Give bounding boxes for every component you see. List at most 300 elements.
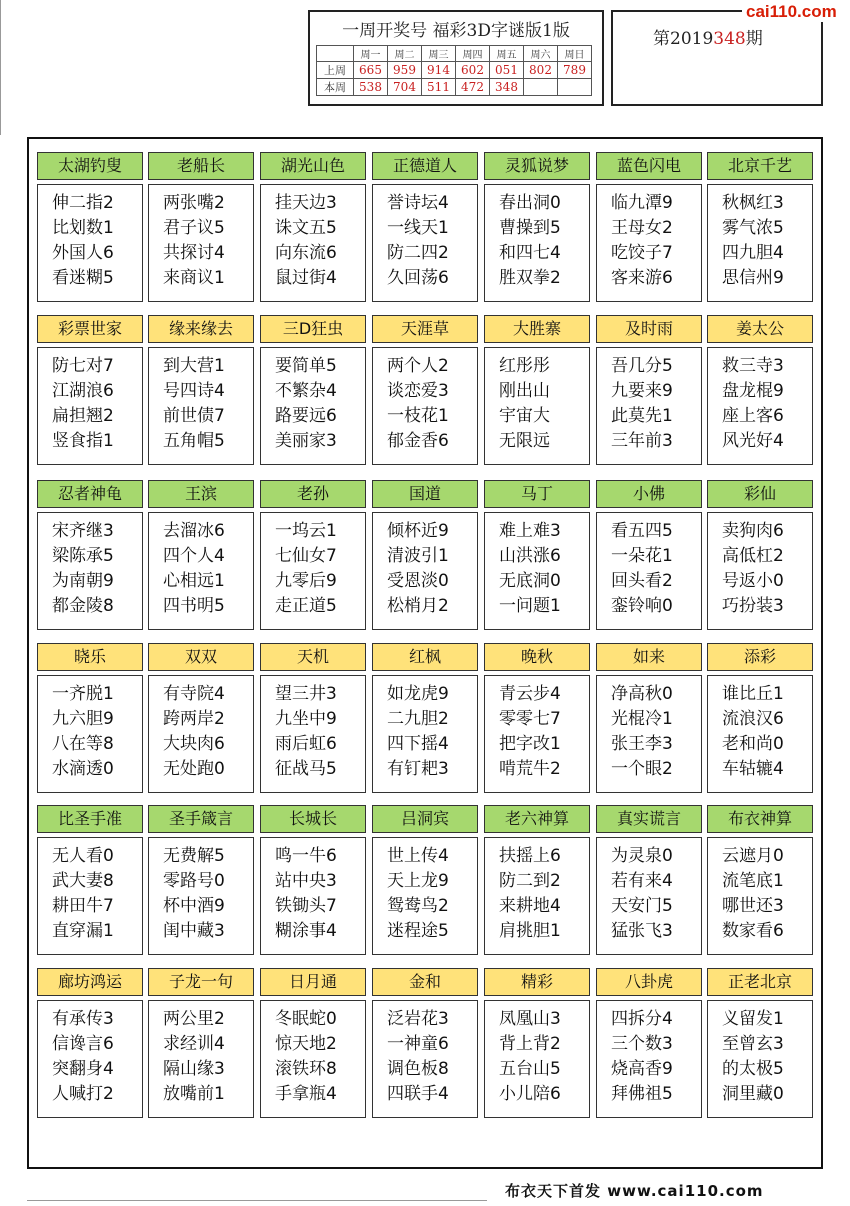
card-riddles <box>148 347 254 465</box>
riddle-line: 求经训4 <box>163 1034 225 1054</box>
riddle-line: 手拿瓶4 <box>275 1084 337 1104</box>
card-author: 北京千艺 <box>707 152 813 180</box>
card-riddles <box>260 347 366 465</box>
draw-number: 802 <box>524 62 558 79</box>
riddle-card <box>148 805 254 955</box>
riddle-line: 滚铁环8 <box>275 1059 337 1079</box>
riddle-card <box>484 643 590 793</box>
riddle-line: 站中央3 <box>275 871 337 891</box>
riddle-line: 车轱辘4 <box>722 759 784 779</box>
card-author: 日月通 <box>260 968 366 996</box>
card-author: 国道 <box>372 480 478 508</box>
riddle-card <box>484 152 590 302</box>
riddle-line: 久回荡6 <box>387 268 449 288</box>
riddle-line: 调色板8 <box>387 1059 449 1079</box>
card-author: 蓝色闪电 <box>596 152 702 180</box>
draw-number: 538 <box>354 79 388 96</box>
riddle-line: 誉诗坛4 <box>387 193 449 213</box>
draw-number: 914 <box>422 62 456 79</box>
card-author: 红枫 <box>372 643 478 671</box>
card-riddles <box>148 512 254 630</box>
card-author: 天机 <box>260 643 366 671</box>
riddle-line: 两个人2 <box>387 356 449 376</box>
riddle-line: 哪世还3 <box>722 896 784 916</box>
riddle-line: 不繁杂4 <box>275 381 337 401</box>
riddle-line: 客来游6 <box>611 268 673 288</box>
card-riddles <box>37 184 143 302</box>
riddle-line: 防二四2 <box>387 243 449 263</box>
card-author: 子龙一句 <box>148 968 254 996</box>
riddle-line: 救三寺3 <box>722 356 784 376</box>
riddle-line: 三年前3 <box>611 431 673 451</box>
card-author: 天涯草 <box>372 315 478 343</box>
card-riddles <box>596 675 702 793</box>
riddle-line: 一个眼2 <box>611 759 673 779</box>
riddle-line: 义留发1 <box>722 1009 784 1029</box>
riddle-line: 大块肉6 <box>163 734 225 754</box>
card-riddles <box>37 675 143 793</box>
riddle-card <box>707 805 813 955</box>
riddle-line: 把字改1 <box>499 734 561 754</box>
card-riddles <box>372 1000 478 1118</box>
bottom-rule <box>27 1200 487 1201</box>
riddle-line: 思信州9 <box>722 268 784 288</box>
riddle-line: 青云步4 <box>499 684 561 704</box>
riddle-card <box>372 968 478 1118</box>
riddle-card <box>148 152 254 302</box>
riddle-line: 五台山5 <box>499 1059 561 1079</box>
card-riddles <box>707 675 813 793</box>
riddle-line: 四九胆4 <box>722 243 784 263</box>
card-author: 金和 <box>372 968 478 996</box>
riddle-line: 九零后9 <box>275 571 337 591</box>
card-riddles <box>148 675 254 793</box>
card-riddles <box>484 675 590 793</box>
riddle-line: 人喊打2 <box>52 1084 114 1104</box>
riddle-line: 铁锄头7 <box>275 896 337 916</box>
riddle-line: 走正道5 <box>275 596 337 616</box>
riddle-line: 世上传4 <box>387 846 449 866</box>
riddle-card <box>484 968 590 1118</box>
riddle-line: 无底洞0 <box>499 571 561 591</box>
riddle-line: 拜佛祖5 <box>611 1084 673 1104</box>
period-panel <box>611 10 823 106</box>
card-riddles <box>484 1000 590 1118</box>
riddle-line: 吾几分5 <box>611 356 673 376</box>
riddle-line: 临九潭9 <box>611 193 673 213</box>
riddle-line: 红彤彤 <box>499 356 550 376</box>
riddle-line: 一朵花1 <box>611 546 673 566</box>
card-riddles <box>596 1000 702 1118</box>
weekday-label: 周一 <box>354 46 388 62</box>
card-riddles <box>707 837 813 955</box>
riddle-line: 四下摇4 <box>387 734 449 754</box>
riddle-line: 闺中藏3 <box>163 921 225 941</box>
card-riddles <box>260 512 366 630</box>
riddle-line: 一神童6 <box>387 1034 449 1054</box>
card-author: 彩仙 <box>707 480 813 508</box>
riddle-line: 郁金香6 <box>387 431 449 451</box>
draw-number: 665 <box>354 62 388 79</box>
card-riddles <box>260 1000 366 1118</box>
riddle-line: 洞里藏0 <box>722 1084 784 1104</box>
site-logo[interactable]: cai110.com <box>742 2 841 22</box>
draw-number: 789 <box>558 62 592 79</box>
card-author: 小佛 <box>596 480 702 508</box>
card-author: 老六神算 <box>484 805 590 833</box>
riddle-card <box>148 968 254 1118</box>
card-riddles <box>372 512 478 630</box>
riddle-card <box>260 152 366 302</box>
draw-number: 472 <box>456 79 490 96</box>
riddle-line: 肩挑胆1 <box>499 921 561 941</box>
card-riddles <box>260 675 366 793</box>
riddle-line: 九坐中9 <box>275 709 337 729</box>
riddle-line: 一枝花1 <box>387 406 449 426</box>
card-author: 王滨 <box>148 480 254 508</box>
riddle-line: 凤凰山3 <box>499 1009 561 1029</box>
riddle-line: 看五四5 <box>611 521 673 541</box>
card-author: 八卦虎 <box>596 968 702 996</box>
riddle-line: 无费解5 <box>163 846 225 866</box>
riddle-line: 銮铃响0 <box>611 596 673 616</box>
card-author: 三D狂虫 <box>260 315 366 343</box>
riddle-line: 八在等8 <box>52 734 114 754</box>
riddle-line: 天安门5 <box>611 896 673 916</box>
riddle-card <box>707 968 813 1118</box>
riddle-card <box>596 968 702 1118</box>
card-author: 忍者神龟 <box>37 480 143 508</box>
riddle-card <box>372 805 478 955</box>
riddle-line: 美丽家3 <box>275 431 337 451</box>
riddle-line: 雾气浓5 <box>722 218 784 238</box>
riddle-line: 云遮月0 <box>722 846 784 866</box>
riddle-line: 水滴透0 <box>52 759 114 779</box>
card-author: 晓乐 <box>37 643 143 671</box>
riddle-line: 吃饺子7 <box>611 243 673 263</box>
riddle-line: 难上难3 <box>499 521 561 541</box>
riddle-card <box>260 480 366 630</box>
riddle-line: 惊天地2 <box>275 1034 337 1054</box>
card-riddles <box>596 512 702 630</box>
card-riddles <box>37 837 143 955</box>
riddle-card <box>596 805 702 955</box>
card-riddles <box>484 184 590 302</box>
riddle-line: 心相远1 <box>163 571 225 591</box>
riddle-line: 有钉耙3 <box>387 759 449 779</box>
riddle-line: 天上龙9 <box>387 871 449 891</box>
card-riddles <box>484 837 590 955</box>
riddle-line: 防七对7 <box>52 356 114 376</box>
card-author: 比圣手准 <box>37 805 143 833</box>
card-riddles <box>707 1000 813 1118</box>
draw-number: 348 <box>490 79 524 96</box>
riddle-line: 江湖浪6 <box>52 381 114 401</box>
riddle-line: 光棍冷1 <box>611 709 673 729</box>
riddle-line: 的太极5 <box>722 1059 784 1079</box>
riddle-line: 鸳鸯鸟2 <box>387 896 449 916</box>
card-author: 大胜寨 <box>484 315 590 343</box>
riddle-line: 倾杯近9 <box>387 521 449 541</box>
riddle-line: 流浪汉6 <box>722 709 784 729</box>
riddle-line: 前世债7 <box>163 406 225 426</box>
riddle-line: 诛文五5 <box>275 218 337 238</box>
riddle-line: 一齐脱1 <box>52 684 114 704</box>
draw-number: 959 <box>388 62 422 79</box>
card-author: 真实谎言 <box>596 805 702 833</box>
card-riddles <box>596 347 702 465</box>
card-riddles <box>707 184 813 302</box>
riddle-line: 二九胆2 <box>387 709 449 729</box>
riddle-line: 武大妻8 <box>52 871 114 891</box>
card-riddles <box>372 837 478 955</box>
riddle-line: 四联手4 <box>387 1084 449 1104</box>
card-author: 精彩 <box>484 968 590 996</box>
riddle-line: 风光好4 <box>722 431 784 451</box>
riddle-line: 如龙虎9 <box>387 684 449 704</box>
draw-number <box>524 79 558 96</box>
riddle-line: 数家看6 <box>722 921 784 941</box>
this-week-row <box>317 79 592 96</box>
riddle-line: 山洪涨6 <box>499 546 561 566</box>
card-author: 圣手箴言 <box>148 805 254 833</box>
card-author: 吕洞宾 <box>372 805 478 833</box>
card-author: 缘来缘去 <box>148 315 254 343</box>
row-label: 本周 <box>317 79 354 96</box>
riddle-line: 四拆分4 <box>611 1009 673 1029</box>
riddle-line: 胜双拳2 <box>499 268 561 288</box>
riddle-line: 冬眠蛇0 <box>275 1009 337 1029</box>
riddle-line: 有寺院4 <box>163 684 225 704</box>
riddle-line: 扁担翘2 <box>52 406 114 426</box>
riddle-line: 九要来9 <box>611 381 673 401</box>
riddle-card <box>596 643 702 793</box>
period-number: 第2019348期 <box>653 29 763 49</box>
riddle-card <box>484 805 590 955</box>
riddle-card <box>37 315 143 465</box>
riddle-card <box>372 315 478 465</box>
riddle-line: 突翻身4 <box>52 1059 114 1079</box>
card-riddles <box>260 184 366 302</box>
riddle-line: 春出洞0 <box>499 193 561 213</box>
draw-number: 704 <box>388 79 422 96</box>
riddle-line: 到大营1 <box>163 356 225 376</box>
riddle-line: 巧扮装3 <box>722 596 784 616</box>
card-author: 添彩 <box>707 643 813 671</box>
last-week-row <box>317 62 592 79</box>
riddle-line: 王母女2 <box>611 218 673 238</box>
riddle-line: 来商议1 <box>163 268 225 288</box>
riddle-line: 秋枫红3 <box>722 193 784 213</box>
riddle-line: 和四七4 <box>499 243 561 263</box>
riddle-card <box>484 315 590 465</box>
card-author: 老船长 <box>148 152 254 180</box>
riddle-line: 九六胆9 <box>52 709 114 729</box>
riddle-line: 净高秋0 <box>611 684 673 704</box>
card-author: 廊坊鸿运 <box>37 968 143 996</box>
riddle-line: 此莫先1 <box>611 406 673 426</box>
card-riddles <box>596 184 702 302</box>
card-author: 晚秋 <box>484 643 590 671</box>
riddle-line: 梁陈承5 <box>52 546 114 566</box>
card-riddles <box>37 1000 143 1118</box>
riddle-line: 两张嘴2 <box>163 193 225 213</box>
riddle-line: 信谗言6 <box>52 1034 114 1054</box>
riddle-line: 去溜冰6 <box>163 521 225 541</box>
card-riddles <box>37 347 143 465</box>
card-riddles <box>37 512 143 630</box>
riddle-line: 背上背2 <box>499 1034 561 1054</box>
card-riddles <box>148 1000 254 1118</box>
riddle-line: 隔山缘3 <box>163 1059 225 1079</box>
riddle-line: 四书明5 <box>163 596 225 616</box>
riddle-card <box>37 805 143 955</box>
riddle-card <box>37 968 143 1118</box>
weekly-draw-panel <box>308 10 604 106</box>
riddle-line: 刚出山 <box>499 381 550 401</box>
riddle-card <box>372 643 478 793</box>
riddle-line: 号四诗4 <box>163 381 225 401</box>
riddle-card <box>707 315 813 465</box>
riddle-line: 猛张飞3 <box>611 921 673 941</box>
riddle-line: 谁比丘1 <box>722 684 784 704</box>
riddle-line: 为南朝9 <box>52 571 114 591</box>
weekday-label: 周二 <box>388 46 422 62</box>
riddle-line: 若有来4 <box>611 871 673 891</box>
riddle-line: 杯中酒9 <box>163 896 225 916</box>
draw-number: 511 <box>422 79 456 96</box>
riddle-line: 君子议5 <box>163 218 225 238</box>
riddle-card <box>596 152 702 302</box>
riddle-line: 一线天1 <box>387 218 449 238</box>
card-author: 灵狐说梦 <box>484 152 590 180</box>
riddle-line: 小儿陪6 <box>499 1084 561 1104</box>
riddle-line: 扶摇上6 <box>499 846 561 866</box>
riddle-line: 泛岩花3 <box>387 1009 449 1029</box>
riddle-line: 为灵泉0 <box>611 846 673 866</box>
card-author: 太湖钓叟 <box>37 152 143 180</box>
riddle-card <box>148 480 254 630</box>
card-author: 双双 <box>148 643 254 671</box>
card-riddles <box>707 512 813 630</box>
riddle-line: 至曾玄3 <box>722 1034 784 1054</box>
riddle-line: 迷程途5 <box>387 921 449 941</box>
riddle-line: 向东流6 <box>275 243 337 263</box>
card-author: 及时雨 <box>596 315 702 343</box>
weekday-label: 周六 <box>524 46 558 62</box>
card-riddles <box>707 347 813 465</box>
riddle-line: 高低杠2 <box>722 546 784 566</box>
riddle-card <box>484 480 590 630</box>
card-author: 彩票世家 <box>37 315 143 343</box>
riddle-line: 零路号0 <box>163 871 225 891</box>
riddle-line: 比划数1 <box>52 218 114 238</box>
card-author: 老孙 <box>260 480 366 508</box>
riddle-line: 张王李3 <box>611 734 673 754</box>
riddle-line: 清波引1 <box>387 546 449 566</box>
riddle-card <box>707 643 813 793</box>
draw-number: 051 <box>490 62 524 79</box>
card-author: 马丁 <box>484 480 590 508</box>
riddle-card <box>596 480 702 630</box>
riddle-line: 四个人4 <box>163 546 225 566</box>
riddle-line: 看迷糊5 <box>52 268 114 288</box>
riddle-line: 老和尚0 <box>722 734 784 754</box>
riddle-line: 共探讨4 <box>163 243 225 263</box>
draw-number <box>558 79 592 96</box>
riddle-line: 卖狗肉6 <box>722 521 784 541</box>
riddle-card <box>707 480 813 630</box>
riddle-card <box>148 643 254 793</box>
weekday-label: 周日 <box>558 46 592 62</box>
row-label: 上周 <box>317 62 354 79</box>
riddle-line: 七仙女7 <box>275 546 337 566</box>
card-riddles <box>148 837 254 955</box>
card-riddles <box>484 512 590 630</box>
riddle-card <box>596 315 702 465</box>
riddle-card <box>260 643 366 793</box>
riddle-card <box>37 643 143 793</box>
riddle-line: 伸二指2 <box>52 193 114 213</box>
riddle-line: 鼠过街4 <box>275 268 337 288</box>
riddle-line: 回头看2 <box>611 571 673 591</box>
riddle-line: 跨两岸2 <box>163 709 225 729</box>
card-author: 布衣神算 <box>707 805 813 833</box>
card-riddles <box>484 347 590 465</box>
riddle-line: 三个数3 <box>611 1034 673 1054</box>
riddle-line: 烧高香9 <box>611 1059 673 1079</box>
riddle-line: 外国人6 <box>52 243 114 263</box>
card-author: 湖光山色 <box>260 152 366 180</box>
weekday-header-row <box>317 46 592 62</box>
riddle-line: 啃荒牛2 <box>499 759 561 779</box>
riddle-line: 直穿漏1 <box>52 921 114 941</box>
riddle-line: 无人看0 <box>52 846 114 866</box>
weekly-draw-table <box>316 45 592 96</box>
weekly-draw-title: 一周开奖号 福彩3D字谜版1版 <box>342 21 570 41</box>
riddle-line: 无限远 <box>499 431 550 451</box>
riddle-line: 曹操到5 <box>499 218 561 238</box>
period-highlight: 348 <box>713 29 746 49</box>
card-riddles <box>372 347 478 465</box>
riddle-line: 望三井3 <box>275 684 337 704</box>
riddle-card <box>148 315 254 465</box>
riddle-line: 宋齐继3 <box>52 521 114 541</box>
riddle-line: 盘龙棍9 <box>722 381 784 401</box>
riddle-line: 征战马5 <box>275 759 337 779</box>
riddle-line: 零零七7 <box>499 709 561 729</box>
draw-number: 602 <box>456 62 490 79</box>
card-author: 正老北京 <box>707 968 813 996</box>
riddle-card <box>37 152 143 302</box>
riddle-line: 竖食指1 <box>52 431 114 451</box>
riddle-card <box>260 315 366 465</box>
riddle-line: 路要远6 <box>275 406 337 426</box>
riddle-line: 松梢月2 <box>387 596 449 616</box>
card-riddles <box>148 184 254 302</box>
riddle-line: 一坞云1 <box>275 521 337 541</box>
card-author: 如来 <box>596 643 702 671</box>
riddle-card <box>372 152 478 302</box>
riddle-card <box>372 480 478 630</box>
riddle-card <box>707 152 813 302</box>
left-edge-line <box>0 0 1 135</box>
riddle-line: 放嘴前1 <box>163 1084 225 1104</box>
riddle-line: 谈恋爱3 <box>387 381 449 401</box>
card-author: 正德道人 <box>372 152 478 180</box>
riddle-card <box>260 805 366 955</box>
weekday-label: 周三 <box>422 46 456 62</box>
